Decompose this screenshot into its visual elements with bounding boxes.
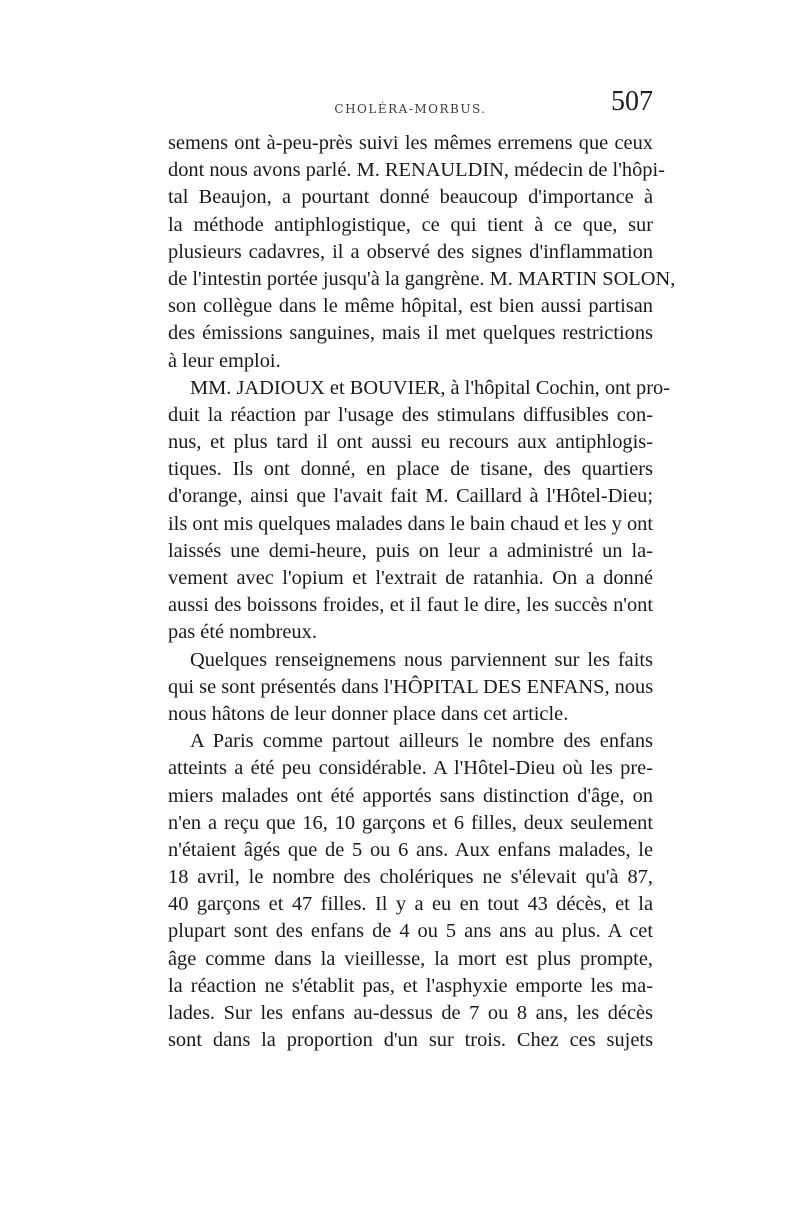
- text-line: tiques. Ils ont donné, en place de tisane, des quartiers: [168, 458, 653, 481]
- text-line: lades. Sur les enfans au-dessus de 7 ou 8 ans, les décès: [168, 1002, 653, 1024]
- text-line: âge comme dans la vieillesse, la mort est plus prompte,: [168, 947, 653, 970]
- text-line: n'en a reçu que 16, 10 garçons et 6 filles, deux seulement: [168, 811, 653, 834]
- paragraph: [168, 728, 653, 1054]
- text-line: A Paris comme partout ailleurs le nombre des enfans: [190, 730, 653, 753]
- text-line: 40 garçons et 47 filles. Il y a eu en tout 43 décès, et la: [168, 893, 653, 916]
- running-head: CHOLÉRA-MORBUS.: [334, 102, 487, 116]
- paragraph: [168, 647, 653, 729]
- text-line: dont nous avons parlé. M. RENAULDIN, médecin de l'hôpi-: [168, 159, 665, 182]
- text-line: d'orange, ainsi que l'avait fait M. Caillard à l'Hôtel-Dieu;: [168, 485, 653, 508]
- paragraph: [168, 130, 676, 375]
- text-line: des émissions sanguines, mais il met quelques restrictions: [168, 322, 653, 345]
- text-line: tal Beaujon, a pourtant donné beaucoup d'importance à: [168, 186, 653, 209]
- text-line: pas été nombreux.: [168, 621, 317, 644]
- text-line: atteints a été peu considérable. A l'Hôtel-Dieu où les pre-: [168, 757, 653, 780]
- text-line: ils ont mis quelques malades dans le bain chaud et les y ont: [168, 512, 653, 535]
- page-number: 507: [611, 86, 653, 117]
- text-line: plupart sont des enfans de 4 ou 5 ans ans au plus. A cet: [168, 920, 653, 943]
- text-line: duit la réaction par l'usage des stimulans diffusibles con-: [168, 403, 653, 426]
- text-line: 18 avril, le nombre des cholériques ne s'élevait qu'à 87,: [168, 866, 653, 889]
- text-line: la réaction ne s'établit pas, et l'asphyxie emporte les ma-: [168, 974, 653, 997]
- text-line: n'étaient âgés que de 5 ou 6 ans. Aux enfans malades, le: [168, 838, 653, 861]
- text-line: MM. JADIOUX et BOUVIER, à l'hôpital Cochin, ont pro-: [190, 376, 670, 399]
- paragraph: [168, 375, 670, 647]
- text-line: aussi des boissons froides, et il faut le dire, les succès n'ont: [168, 594, 653, 617]
- text-line: sont dans la proportion d'un sur trois. Chez ces sujets: [168, 1029, 653, 1052]
- text-line: qui se sont présentés dans l'HÔPITAL DES ENFANS, nous: [168, 675, 654, 698]
- text-line: vement avec l'opium et l'extrait de ratanhia. On a donné: [168, 567, 653, 589]
- text-line: Quelques renseignemens nous parviennent sur les faits: [190, 648, 653, 671]
- text-line: miers malades ont été apportés sans distinction d'âge, on: [168, 784, 653, 807]
- text-line: son collègue dans le même hôpital, est bien aussi partisan: [168, 295, 653, 318]
- page-header: [168, 86, 653, 126]
- text-line: nus, et plus tard il ont aussi eu recours aux antiphlogis-: [168, 431, 653, 454]
- text-line: la méthode antiphlogistique, ce qui tient à ce que, sur: [168, 213, 653, 236]
- text-line: à leur emploi.: [168, 349, 281, 372]
- text-line: laissés une demi-heure, puis on leur a administré un la-: [168, 539, 653, 562]
- text-line: plusieurs cadavres, il a observé des signes d'inflammation: [168, 240, 653, 263]
- text-line: de l'intestin portée jusqu'à la gangrène. M. MARTIN SOLON,: [168, 267, 676, 290]
- text-line: nous hâtons de leur donner place dans cet article.: [168, 702, 569, 725]
- text-line: semens ont à-peu-près suivi les mêmes erremens que ceux: [168, 132, 653, 154]
- body-text: [168, 130, 676, 1054]
